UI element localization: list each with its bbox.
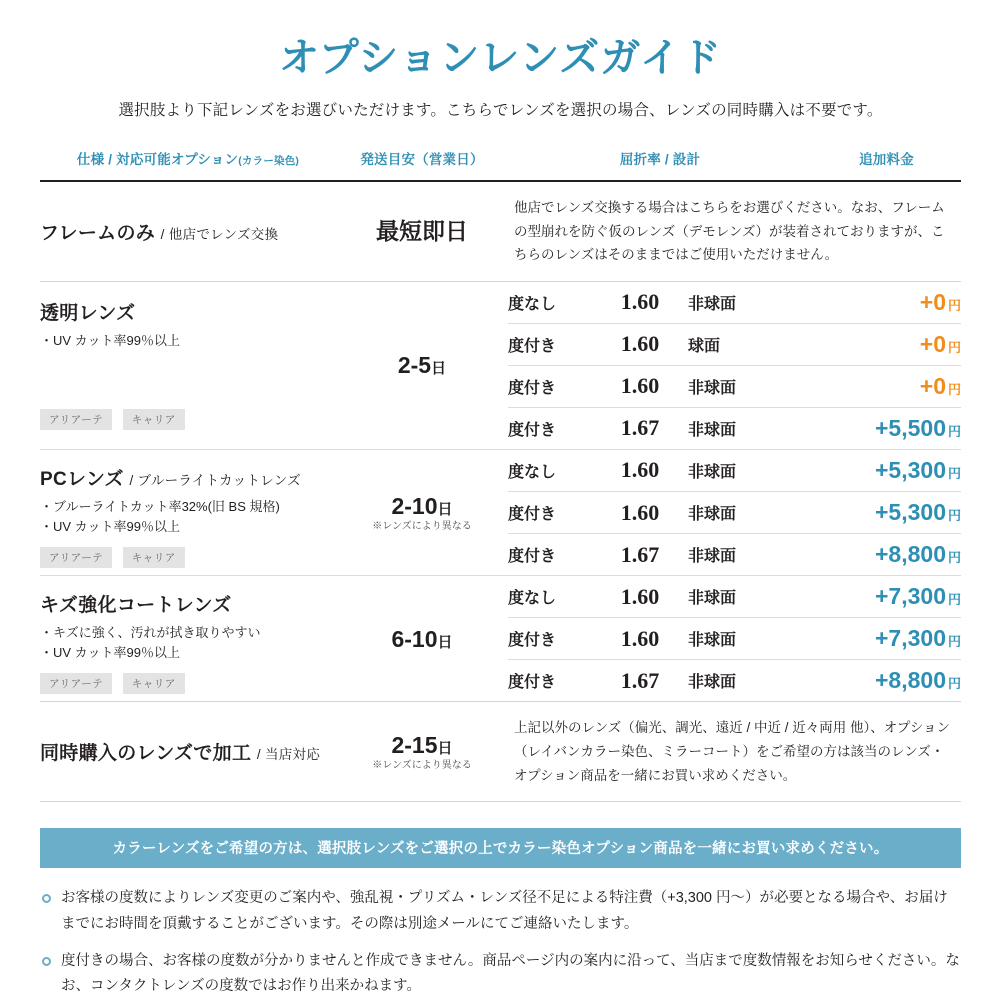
shipping-unit: 日 [437, 633, 453, 651]
spec-bullets [40, 331, 336, 351]
price-cell [812, 407, 961, 449]
price-yen: 円 [948, 381, 962, 397]
index-cell: 1.60 [592, 323, 688, 365]
price-amount: +5,300 [875, 499, 946, 526]
description-frame-only: 他店でレンズ交換する場合はこちらをお選びください。なお、フレームの型崩れを防ぐ仮のレンズ（デモレンズ）が装着されておりますが、こちらのレンズはそのままではご使用いただけません。 [508, 181, 961, 281]
spec-title [40, 590, 336, 617]
table-row [40, 281, 961, 323]
spec-title [40, 298, 336, 325]
tag-carrier: キャリア [123, 673, 185, 694]
shipping-value: 2-10 [391, 492, 438, 519]
table-header-row [40, 142, 961, 181]
note-item [40, 886, 961, 937]
spec-title-main: 透明レンズ [40, 302, 136, 324]
degree-cell: 度なし [508, 281, 592, 323]
price-amount: +5,500 [875, 414, 946, 441]
index-cell: 1.67 [592, 660, 688, 702]
spec-bullet: ・キズに強く、汚れが拭き取りやすい [40, 625, 261, 641]
price-amount: +8,800 [875, 667, 946, 694]
spec-title-sub: / ブルーライトカットレンズ [129, 472, 301, 488]
tag-ariate: アリアーテ [40, 673, 112, 694]
spec-title-sub: / 他店でレンズ交換 [160, 226, 279, 242]
degree-cell: 度付き [508, 618, 592, 660]
price-yen: 円 [948, 676, 962, 692]
price-yen: 円 [948, 592, 962, 608]
spec-title [40, 464, 336, 491]
price-yen: 円 [948, 634, 962, 650]
shipping-cell-processing [336, 702, 508, 802]
spec-bullet: ・UV カット率99％以上 [40, 519, 181, 535]
price-amount: +0 [919, 330, 946, 357]
spec-cell-scratch-lens [40, 576, 336, 702]
column-header-price: 追加料金 [859, 152, 914, 167]
shipping-cell-clear-lens [336, 281, 508, 449]
price-amount: +7,300 [875, 583, 946, 610]
index-cell: 1.60 [592, 281, 688, 323]
price-cell [812, 618, 961, 660]
index-cell: 1.60 [592, 491, 688, 533]
design-cell: 非球面 [688, 534, 812, 576]
color-lens-banner: カラーレンズをご希望の方は、選択肢レンズをご選択の上でカラー染色オプション商品を一緒にお買い求めください。 [40, 828, 961, 868]
shipping-value: 2-15 [391, 731, 438, 758]
tag-ariate: アリアーテ [40, 547, 112, 568]
spec-title-sub: / 当店対応 [256, 747, 321, 763]
degree-cell: 度なし [508, 449, 592, 491]
spec-title [40, 738, 336, 765]
price-cell [812, 534, 961, 576]
design-cell: 非球面 [688, 576, 812, 618]
spec-cell-processing [40, 702, 336, 802]
column-header-index: 屈折率 / 設計 [619, 152, 701, 167]
table-row [40, 181, 961, 281]
index-cell: 1.60 [592, 618, 688, 660]
price-amount: +5,300 [875, 456, 946, 483]
price-cell [812, 576, 961, 618]
degree-cell: 度付き [508, 534, 592, 576]
shipping-cell-frame-only: 最短即日 [336, 181, 508, 281]
index-cell: 1.60 [592, 365, 688, 407]
shipping-note: ※レンズにより異なる [372, 760, 472, 772]
table-bottom-rule [40, 802, 961, 803]
price-cell [812, 365, 961, 407]
note-text: お客様の度数によりレンズ変更のご案内や、強乱視・プリズム・レンズ径不足による特注費（+3,300 円〜）が必要となる場合や、お届けまでにお時間を頂戴することがございます。その際は別途メールにてご連絡いたします。 [61, 890, 948, 932]
spec-cell-pc-lens [40, 449, 336, 575]
tag-carrier: キャリア [123, 409, 185, 430]
circle-bullet-icon [42, 894, 51, 903]
price-cell [812, 281, 961, 323]
price-yen: 円 [948, 423, 962, 439]
index-cell: 1.60 [592, 576, 688, 618]
spec-title-main: フレームのみ [40, 222, 156, 244]
table-bottom-rule-row [40, 802, 961, 803]
degree-cell: 度付き [508, 491, 592, 533]
shipping-value: 6-10 [391, 625, 438, 652]
shipping-cell-scratch-lens [336, 576, 508, 702]
table-row [40, 576, 961, 618]
price-cell [812, 660, 961, 702]
tag-ariate: アリアーテ [40, 409, 112, 430]
price-yen: 円 [948, 550, 962, 566]
spec-title-main: 同時購入のレンズで加工 [40, 743, 252, 765]
shipping-unit: 日 [437, 500, 453, 518]
spec-bullets [40, 623, 336, 663]
shipping-unit: 日 [431, 360, 447, 378]
degree-cell: 度付き [508, 407, 592, 449]
design-cell: 非球面 [688, 660, 812, 702]
price-cell [812, 449, 961, 491]
spec-cell-frame-only [40, 181, 336, 281]
lens-option-table [40, 142, 961, 802]
price-cell [812, 323, 961, 365]
price-amount: +0 [919, 288, 946, 315]
spec-tags [40, 409, 336, 430]
notes-list [40, 886, 961, 1000]
spec-bullet: ・UV カット率99％以上 [40, 645, 181, 661]
price-amount: +8,800 [875, 541, 946, 568]
spec-title-main: PCレンズ [40, 468, 124, 490]
spec-tags [40, 547, 336, 568]
price-yen: 円 [948, 297, 962, 313]
design-cell: 非球面 [688, 365, 812, 407]
column-header-shipping: 発送目安（営業日） [360, 152, 484, 167]
table-row [40, 702, 961, 802]
spec-bullet: ・UV カット率99％以上 [40, 332, 181, 348]
page-subtitle: 選択肢より下記レンズをお選びいただけます。こちらでレンズを選択の場合、レンズの同時購入は不要です。 [118, 102, 883, 119]
note-item [40, 949, 961, 1000]
spec-bullet: ・ブルーライトカット率32%(旧 BS 規格) [40, 498, 280, 514]
spec-title [40, 218, 336, 245]
price-amount: +7,300 [875, 625, 946, 652]
spec-bullets [40, 497, 336, 537]
degree-cell: 度付き [508, 323, 592, 365]
design-cell: 非球面 [688, 281, 812, 323]
spec-cell-clear-lens [40, 281, 336, 449]
price-amount: +0 [919, 372, 946, 399]
price-yen: 円 [948, 339, 962, 355]
shipping-unit: 日 [437, 739, 453, 757]
table-row [40, 449, 961, 491]
degree-cell: 度なし [508, 576, 592, 618]
degree-cell: 度付き [508, 365, 592, 407]
design-cell: 球面 [688, 323, 812, 365]
design-cell: 非球面 [688, 449, 812, 491]
shipping-note: ※レンズにより異なる [372, 520, 472, 532]
price-yen: 円 [948, 465, 962, 481]
column-header-spec-label: 仕様 / 対応可能オプション [76, 152, 239, 167]
price-cell [812, 491, 961, 533]
tag-carrier: キャリア [123, 547, 185, 568]
shipping-cell-pc-lens [336, 449, 508, 575]
index-cell: 1.67 [592, 534, 688, 576]
column-header-spec [40, 142, 336, 181]
design-cell: 非球面 [688, 618, 812, 660]
price-yen: 円 [948, 508, 962, 524]
circle-bullet-icon [42, 957, 51, 966]
spec-tags [40, 673, 336, 694]
index-cell: 1.67 [592, 407, 688, 449]
spec-title-main: キズ強化コートレンズ [40, 595, 232, 617]
description-processing: 上記以外のレンズ（偏光、調光、遠近 / 中近 / 近々両用 他）、オプション（レイバンカラー染色、ミラーコート）をご希望の方は該当のレンズ・オプション商品を一緒にお買い求めください。 [508, 702, 961, 802]
index-cell: 1.60 [592, 449, 688, 491]
page-title: オプションレンズガイド [279, 36, 722, 80]
design-cell: 非球面 [688, 407, 812, 449]
design-cell: 非球面 [688, 491, 812, 533]
note-text: 度付きの場合、お客様の度数が分かりませんと作成できません。商品ページ内の案内に沿って、当店まで度数情報をお知らせください。なお、コンタクトレンズの度数ではお作り出来かねます。 [61, 953, 960, 995]
column-header-spec-note: (カラー染色) [238, 155, 300, 167]
shipping-value: 2-5 [397, 352, 432, 379]
degree-cell: 度付き [508, 660, 592, 702]
